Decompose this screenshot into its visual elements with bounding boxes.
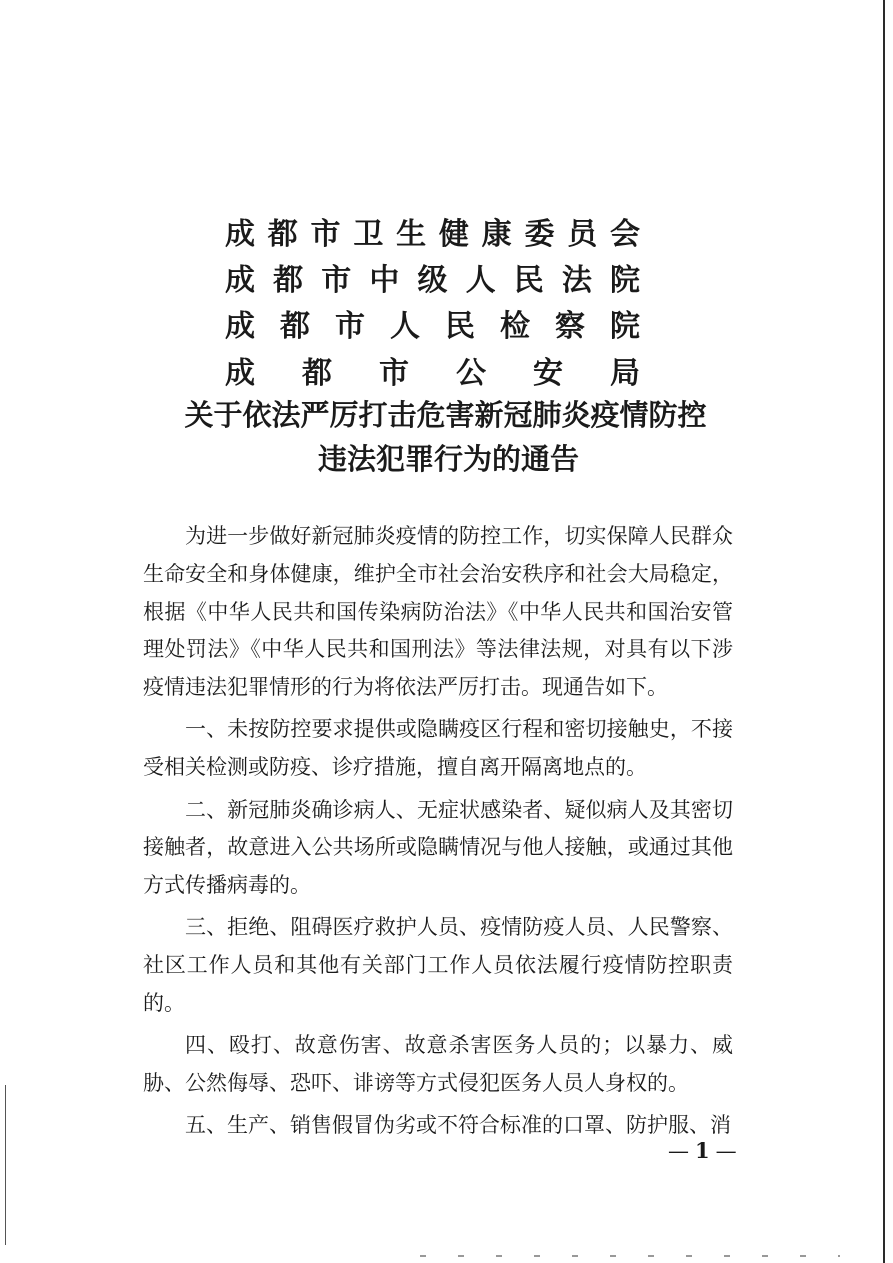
issuing-organization-procuratorate: 成都市人民检察院 [225, 309, 640, 344]
issuing-organization-intermediate-court: 成都市中级人民法院 [225, 263, 640, 298]
scan-border-left [5, 1085, 6, 1245]
page-number-dash-right: — [715, 1139, 737, 1163]
body-paragraph-item-5: 五、生产、销售假冒伪劣或不符合标准的口罩、防护服、消 [185, 1113, 731, 1138]
body-paragraph-item-3: 三、拒绝、阻碍医疗救护人员、疫情防疫人员、人民警察、社区工作人员和其他有关部门工作人员依法履行疫情防控职责的。 [143, 915, 733, 1016]
scan-artifact-dots [420, 1255, 840, 1257]
document-body [143, 518, 733, 1145]
page-number: 1 [695, 1138, 710, 1163]
scan-border-right [883, 0, 885, 1263]
page-number-dash-left: — [668, 1139, 689, 1163]
page-number-footer [668, 1138, 737, 1163]
body-paragraph-item-4: 四、殴打、故意伤害、故意杀害医务人员的；以暴力、威胁、公然侮辱、恐吓、诽谤等方式侵犯医务人员人身权的。 [143, 1033, 733, 1096]
body-paragraph-intro: 为进一步做好新冠肺炎疫情的防控工作，切实保障人民群众生命安全和身体健康，维护全市社会治安秩序和社会大局稳定，根据《中华人民共和国传染病防治法》《中华人民共和国治安管理处罚法》《中华人民共和国刑法》等法律法规，对具有以下涉疫情违法犯罪情形的行为将依法严厉打击。现通告如下。 [143, 524, 733, 700]
document-title-line-2: 违法犯罪行为的通告 [317, 442, 579, 476]
document-title-line-1: 关于依法严厉打击危害新冠肺炎疫情防控 [184, 398, 707, 432]
issuing-organization-health-commission: 成都市卫生健康委员会 [225, 217, 640, 252]
body-paragraph-item-2: 二、新冠肺炎确诊病人、无症状感染者、疑似病人及其密切接触者，故意进入公共场所或隐瞒情况与他人接触，或通过其他方式传播病毒的。 [143, 797, 733, 898]
issuing-organization-public-security-bureau: 成都市公安局 [225, 356, 640, 391]
body-paragraph-item-1: 一、未按防控要求提供或隐瞒疫区行程和密切接触史，不接受相关检测或防疫、诊疗措施，擅自离开隔离地点的。 [143, 717, 733, 780]
